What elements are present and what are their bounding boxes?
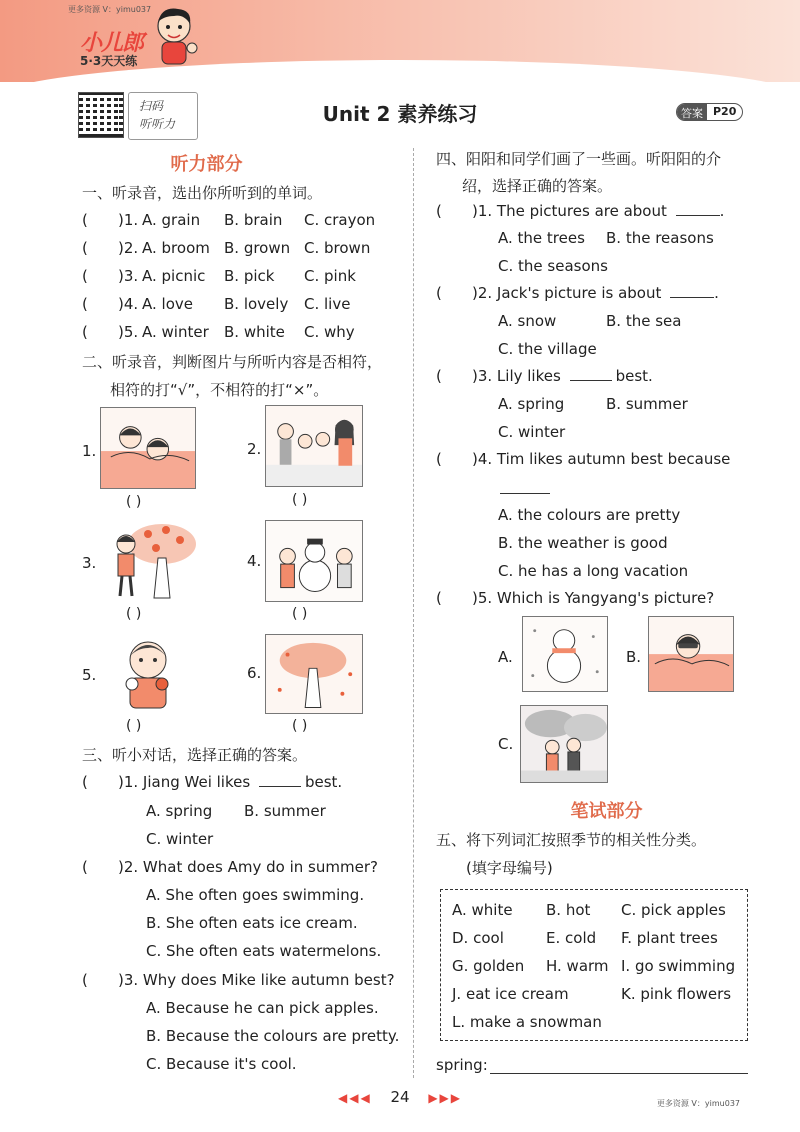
- picture-5-boy-eating: [100, 632, 196, 714]
- option-b[interactable]: B.: [626, 648, 642, 666]
- answer-blank[interactable]: [500, 476, 550, 494]
- option-c[interactable]: C. the seasons: [498, 257, 608, 275]
- column-divider: [413, 148, 414, 1078]
- answer-paren[interactable]: ( ): [126, 606, 142, 622]
- picture-4-snowman: [265, 520, 363, 602]
- q2-title-line2: 相符的打“√”，不相符的打“×”。: [110, 381, 329, 399]
- word-item: C. pick apples: [621, 901, 726, 919]
- q3-1-stem: ( )1. Jiang Wei likes best.: [82, 773, 343, 791]
- word-item: F. plant trees: [621, 929, 718, 947]
- q5-title-line2: (填字母编号): [466, 859, 553, 877]
- list-item: ( )5. A. winter B. white C. why: [82, 323, 355, 341]
- writing-section-head: 笔试部分: [570, 801, 643, 822]
- list-item: ( )4. A. love B. lovely C. live: [82, 295, 351, 313]
- list-item: ( )1. A. grain B. brain C. crayon: [82, 211, 376, 229]
- q4-1-stem: ( )1. The pictures are about .: [436, 202, 725, 220]
- brand-subtitle: 5·3天天练: [80, 54, 138, 68]
- option-c[interactable]: C. crayon: [304, 211, 376, 229]
- option-c[interactable]: C. winter: [146, 830, 214, 848]
- q4-title-line1: 四、阳阳和同学们画了一些画。听阳阳的介: [436, 150, 722, 168]
- picture-option-a-snowman[interactable]: [522, 616, 608, 692]
- next-page-arrows[interactable]: ▶▶▶: [428, 1091, 463, 1105]
- option-a[interactable]: A. spring: [498, 395, 565, 413]
- answer-paren[interactable]: ( ): [292, 606, 308, 622]
- option-c[interactable]: C. live: [304, 295, 351, 313]
- word-item: A. white: [452, 901, 513, 919]
- answer-label: 答案: [677, 104, 707, 120]
- list-item: ( )2. A. broom B. grown C. brown: [82, 239, 371, 257]
- option-a[interactable]: A. Because he can pick apples.: [146, 999, 379, 1017]
- option-a[interactable]: A.: [498, 648, 513, 666]
- q3-title: 三、听小对话，选择正确的答案。: [82, 746, 308, 764]
- picture-number: 5.: [82, 666, 97, 684]
- picture-option-c-autumn[interactable]: [520, 705, 608, 783]
- option-b[interactable]: B. the reasons: [606, 229, 714, 247]
- header-resource-text: 更多资源 V：yimu037: [68, 5, 152, 14]
- list-item: ( )3. A. picnic B. pick C. pink: [82, 267, 356, 285]
- q4-4-stem: ( )4. Tim likes autumn best because: [436, 450, 731, 468]
- page-number: 24: [390, 1088, 410, 1106]
- option-b[interactable]: B. summer: [244, 802, 326, 820]
- picture-2-family: [265, 405, 363, 487]
- answer-paren[interactable]: ( ): [292, 492, 308, 508]
- picture-1-swimming: [100, 407, 196, 489]
- q4-5-stem: ( )5. Which is Yangyang's picture?: [436, 589, 715, 607]
- listening-section-head: 听力部分: [170, 154, 243, 175]
- word-item: K. pink flowers: [621, 985, 732, 1003]
- option-b[interactable]: B. lovely: [224, 295, 289, 313]
- picture-number: 6.: [247, 664, 262, 682]
- spring-answer-line[interactable]: [490, 1056, 748, 1074]
- picture-number: 1.: [82, 442, 97, 460]
- q4-2-stem: ( )2. Jack's picture is about .: [436, 284, 719, 302]
- option-a[interactable]: A. snow: [498, 312, 557, 330]
- option-c[interactable]: C. the village: [498, 340, 597, 358]
- spring-label: spring:: [436, 1056, 488, 1074]
- q5-title-line1: 五、将下列词汇按照季节的相关性分类。: [436, 831, 707, 849]
- option-a[interactable]: A. the trees: [498, 229, 585, 247]
- option-a[interactable]: A. grain: [142, 211, 201, 229]
- option-b[interactable]: B. the weather is good: [498, 534, 668, 552]
- word-item: G. golden: [452, 957, 525, 975]
- word-item: L. make a snowman: [452, 1013, 602, 1031]
- option-c[interactable]: C. She often eats watermelons.: [146, 942, 382, 960]
- option-c[interactable]: C. brown: [304, 239, 371, 257]
- option-a[interactable]: A. spring: [146, 802, 213, 820]
- answer-page: P20: [713, 105, 737, 118]
- option-b[interactable]: B. She often eats ice cream.: [146, 914, 358, 932]
- picture-number: 4.: [247, 552, 262, 570]
- answer-blank[interactable]: [259, 786, 301, 787]
- q3-3-stem: ( )3. Why does Mike like autumn best?: [82, 971, 395, 989]
- option-a[interactable]: A. She often goes swimming.: [146, 886, 365, 904]
- option-c[interactable]: C. he has a long vacation: [498, 562, 689, 580]
- answer-tag: [676, 103, 743, 121]
- option-a[interactable]: A. winter: [142, 323, 209, 341]
- page-title: Unit 2 素养练习: [322, 102, 478, 126]
- option-b[interactable]: B. grown: [224, 239, 291, 257]
- mascot-icon: [148, 4, 200, 70]
- option-b[interactable]: B. white: [224, 323, 285, 341]
- word-item: B. hot: [546, 901, 591, 919]
- option-b[interactable]: B. brain: [224, 211, 283, 229]
- q4-3-stem: ( )3. Lily likes best.: [436, 367, 653, 385]
- q1-title: 一、听录音，选出你所听到的单词。: [82, 184, 323, 202]
- option-c[interactable]: C. why: [304, 323, 355, 341]
- word-item: J. eat ice cream: [452, 985, 569, 1003]
- option-a[interactable]: A. the colours are pretty: [498, 506, 681, 524]
- option-c[interactable]: C. winter: [498, 423, 566, 441]
- footer-resource-text: 更多资源 V：yimu037: [656, 1099, 740, 1108]
- picture-number: 2.: [247, 440, 262, 458]
- option-b[interactable]: B. pick: [224, 267, 275, 285]
- option-c[interactable]: C. Because it's cool.: [146, 1055, 297, 1073]
- option-b[interactable]: B. summer: [606, 395, 688, 413]
- brand-logo-text: 小儿郎: [80, 31, 144, 56]
- answer-blank[interactable]: [670, 297, 714, 298]
- option-a[interactable]: A. broom: [142, 239, 210, 257]
- option-b[interactable]: B. the sea: [606, 312, 682, 330]
- prev-page-arrows[interactable]: ◀◀◀: [337, 1091, 372, 1105]
- q3-2-stem: ( )2. What does Amy do in summer?: [82, 858, 378, 876]
- option-a[interactable]: A. picnic: [142, 267, 206, 285]
- option-c[interactable]: C. pink: [304, 267, 356, 285]
- picture-option-b-swimming[interactable]: [648, 616, 734, 692]
- answer-paren[interactable]: ( ): [126, 718, 142, 734]
- answer-paren[interactable]: ( ): [292, 718, 308, 734]
- word-item: H. warm: [546, 957, 609, 975]
- listen-label: 听听力: [139, 117, 176, 131]
- answer-blank[interactable]: [570, 380, 612, 381]
- scan-label: 扫码: [139, 99, 164, 113]
- picture-6-autumn-tree: [265, 634, 363, 714]
- picture-3-apple-picking: [100, 518, 196, 602]
- option-b[interactable]: B. Because the colours are pretty.: [146, 1027, 400, 1045]
- option-c[interactable]: C.: [498, 735, 514, 753]
- word-item: I. go swimming: [621, 957, 736, 975]
- q4-title-line2: 绍，选择正确的答案。: [462, 177, 613, 195]
- picture-number: 3.: [82, 554, 97, 572]
- q2-title-line1: 二、听录音，判断图片与所听内容是否相符，: [82, 353, 383, 371]
- option-a[interactable]: A. love: [142, 295, 193, 313]
- answer-paren[interactable]: ( ): [126, 494, 142, 510]
- answer-blank[interactable]: [676, 215, 720, 216]
- word-item: E. cold: [546, 929, 597, 947]
- word-item: D. cool: [452, 929, 504, 947]
